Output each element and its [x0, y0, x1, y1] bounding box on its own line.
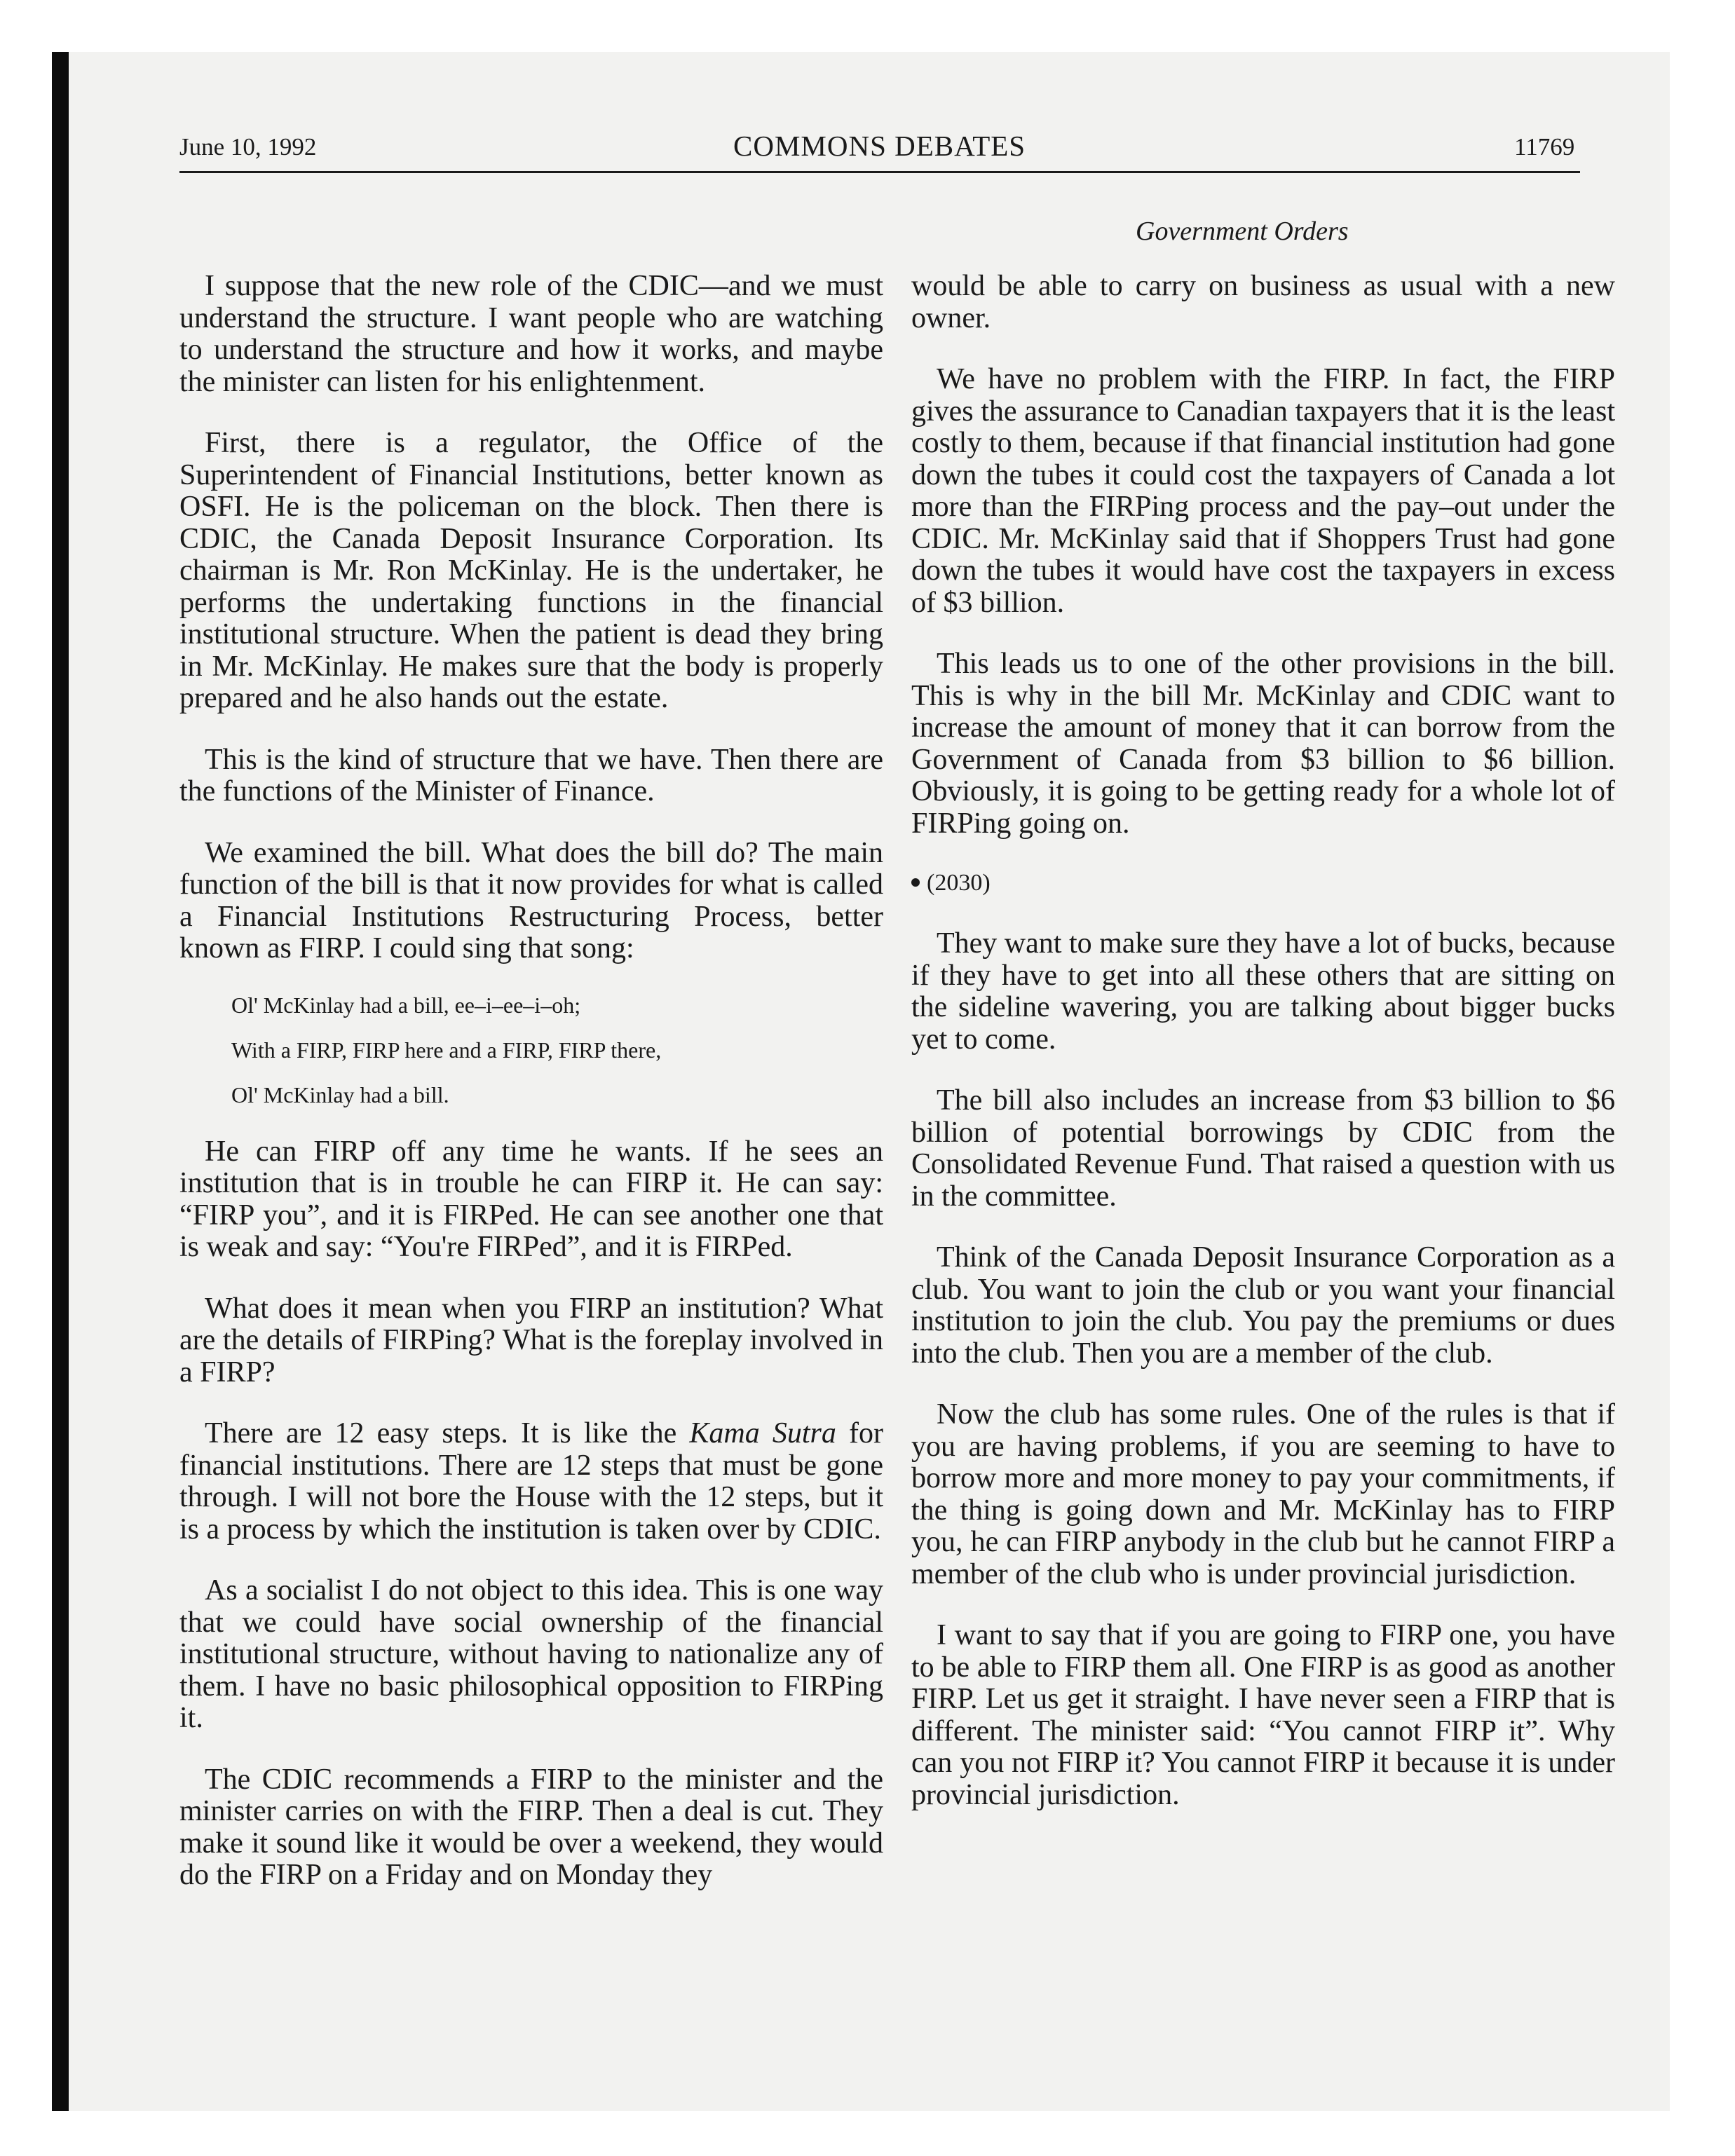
time-stamp-text: (2030) [927, 870, 991, 896]
paragraph: They want to make sure they have a lot of bucks, because if they have to get into all these others that are sitting on the sideline wavering, you are talking about bigger bucks yet to come. [911, 927, 1615, 1056]
paragraph [179, 1418, 883, 1546]
paragraph: I want to say that if you are going to FIRP one, you have to be able to FIRP them all. One FIRP is as good as another FIRP. Let us get it straight. I have never seen a FIRP that is different. The minister said: “You cannot FIRP it”. Why can you not FIRP it? You cannot FIRP it because it is under provincial jurisdiction. [911, 1619, 1615, 1811]
paragraph: As a socialist I do not object to this idea. This is one way that we could have social ownership of the financial institutional structure, without having to nationalize any of them. I have no basic philosophical opposition to FIRPing it. [179, 1574, 883, 1734]
paragraph: Think of the Canada Deposit Insurance Corporation as a club. You want to join the club or you want your financial institution to join the club. You pay the premiums or dues into the club. Then you are a member of the club. [911, 1241, 1615, 1370]
paragraph: Now the club has some rules. One of the rules is that if you are having problems, if you are seeming to have to borrow more and more money to pay your commitments, if the thing is going down and Mr. McKinlay has to FIRP you, he can FIRP anybody in the club but he cannot FIRP a member of the club who is under provincial jurisdiction. [911, 1398, 1615, 1590]
verse-line: Ol' McKinlay had a bill, ee–i–ee–i–oh; [231, 992, 581, 1018]
italic-title: Kama Sutra [689, 1417, 836, 1449]
paragraph: The CDIC recommends a FIRP to the minister and the minister carries on with the FIRP. Then a deal is cut. They make it sound like it would be over a weekend, they would do the FIRP on a Friday and on Monday they [179, 1763, 883, 1891]
section-title: Government Orders [1136, 217, 1349, 246]
right-column [911, 271, 1615, 1841]
song-verse [231, 992, 883, 1108]
paragraph: The bill also includes an increase from $3 billion to $6 billion of potential borrowings by CDIC from the Consolidated Revenue Fund. That raised a question with us in the committee. [911, 1084, 1615, 1213]
paragraph: We have no problem with the FIRP. In fact, the FIRP gives the assurance to Canadian taxpayers that it is the least costly to them, because if that financial institution had gone down the tubes it could cost the taxpayers of Canada a lot more than the FIRPing process and the pay–out under the CDIC. Mr. McKinlay said that if Shoppers Trust had gone down the tubes it would have cost the taxpayers in excess of $3 billion. [911, 363, 1615, 619]
paragraph: First, there is a regulator, the Office of the Superintendent of Financial Institutions, better known as OSFI. He is the policeman on the block. Then there is CDIC, the Canada Deposit Insurance Corporation. Its chairman is Mr. Ron McKinlay. He is the undertaker, he performs the undertaking functions in the financial institutional structure. When the patient is dead they bring in Mr. McKinlay. He makes sure that the body is properly prepared and he also hands out the estate. [179, 427, 883, 714]
left-column [179, 271, 883, 1921]
header-rule [179, 171, 1580, 173]
paragraph: We examined the bill. What does the bill do? The main function of the bill is that it now provides for what is called a Financial Institutions Restructuring Process, better known as FIRP. I could sing that song: [179, 836, 883, 964]
verse-line: With a FIRP, FIRP here and a FIRP, FIRP there, [231, 1037, 662, 1063]
text-run: There are 12 easy steps. It is like the [205, 1417, 690, 1449]
paragraph: What does it mean when you FIRP an institution? What are the details of FIRPing? What is the foreplay involved in a FIRP? [179, 1292, 883, 1389]
paragraph: This leads us to one of the other provisions in the bill. This is why in the bill Mr. McKinlay and CDIC want to increase the amount of money that it can borrow from the Government of Canada from $3 billion to $6 billion. Obviously, it is going to be getting ready for a whole lot of FIRPing going on. [911, 648, 1615, 840]
header-page-number: 11769 [1514, 133, 1575, 161]
time-stamp [911, 869, 1615, 897]
paragraph: This is the kind of structure that we have. Then there are the functions of the Minister of Finance. [179, 743, 883, 807]
paragraph-continued: would be able to carry on business as usual with a new owner. [911, 270, 1615, 334]
bullet-icon [911, 878, 920, 887]
verse-line: Ol' McKinlay had a bill. [231, 1082, 449, 1107]
text-run: for financial institutions. There are 12 steps that must be gone through. I will not bore the House with the 12 steps, but it is a process by which the institution is taken over by CDIC. [179, 1417, 883, 1546]
header-date: June 10, 1992 [179, 133, 317, 161]
header-title: COMMONS DEBATES [733, 130, 1026, 162]
scan-binding-edge [52, 52, 69, 2111]
paragraph: I suppose that the new role of the CDIC—and we must understand the structure. I want people who are watching to understand the structure and how it works, and maybe the minister can listen for his enlightenment. [179, 270, 883, 398]
paragraph: He can FIRP off any time he wants. If he sees an institution that is in trouble he can FIRP it. He can say: “FIRP you”, and it is FIRPed. He can see another one that is weak and say: “You're FIRPed”, and it is FIRPed. [179, 1135, 883, 1263]
